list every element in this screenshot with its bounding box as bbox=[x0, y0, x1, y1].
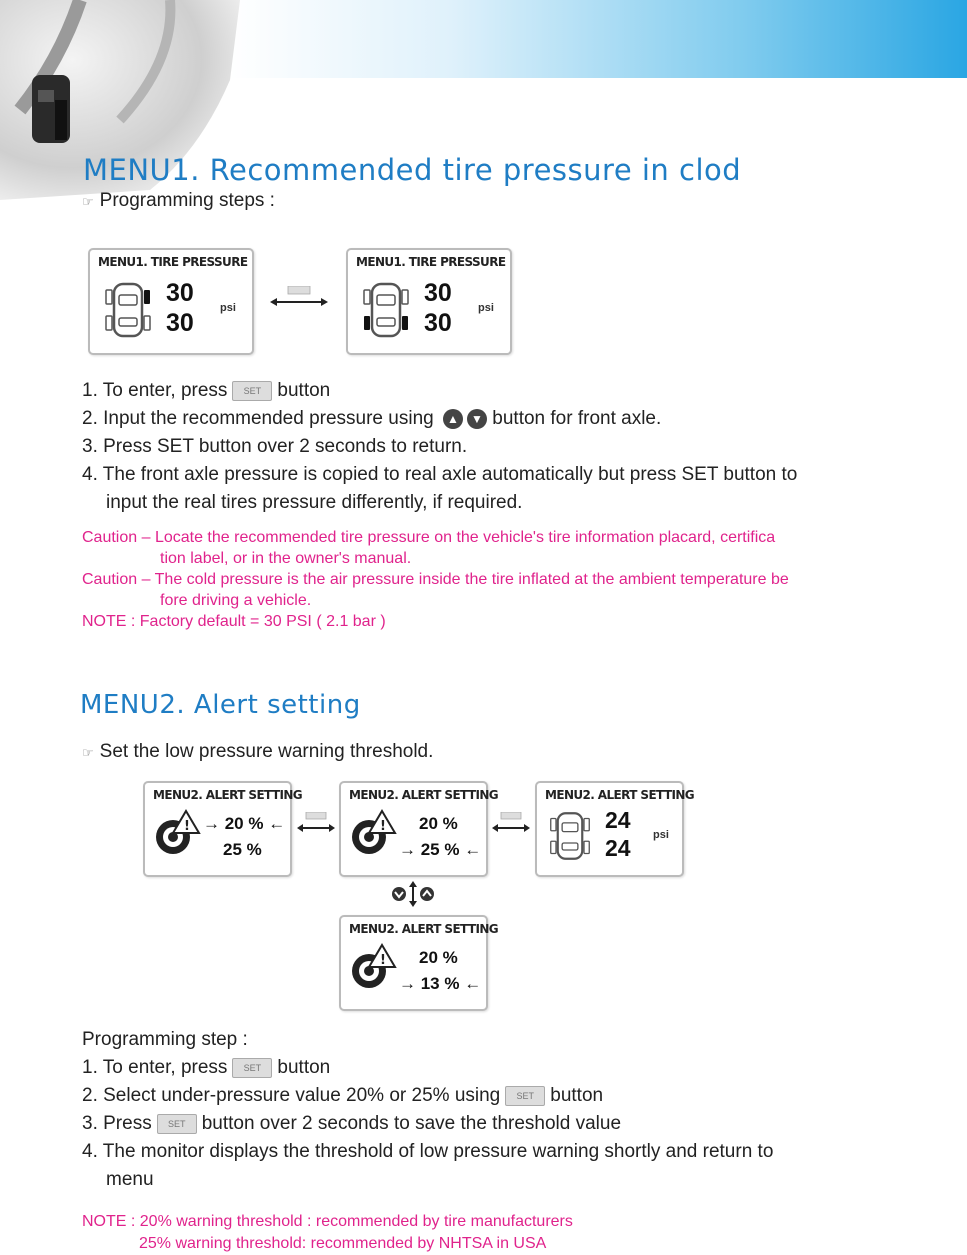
step-3: 3. Press SET button over 2 seconds to return. bbox=[82, 436, 468, 457]
menu2-subheading: ☞ Set the low pressure warning threshold. bbox=[82, 741, 434, 762]
panel-title: MENU1. TIRE PRESSURE bbox=[356, 255, 506, 269]
menu1-heading: MENU1. Recommended tire pressure in clod bbox=[83, 153, 742, 187]
menu2-heading: MENU2. Alert setting bbox=[80, 690, 361, 720]
rear-pressure-value: 30 bbox=[424, 309, 452, 337]
svg-text:!: ! bbox=[380, 819, 386, 834]
menu1-cautions bbox=[82, 527, 789, 632]
note-25: 25% warning threshold: recommended by NHTSA in USA bbox=[139, 1235, 547, 1252]
double-arrow-icon bbox=[268, 286, 330, 310]
menu1-panel-b bbox=[346, 248, 512, 355]
caution-1: Caution – Locate the recommended tire pressure on the vehicle's tire information placard, certifica bbox=[82, 529, 776, 546]
tire-alert-icon bbox=[349, 809, 397, 857]
unit-label: psi bbox=[653, 829, 669, 841]
up-down-buttons-icon bbox=[390, 880, 436, 908]
menu2-steps bbox=[82, 1026, 773, 1194]
caution-2-cont: fore driving a vehicle. bbox=[160, 592, 312, 609]
panel-title: MENU2. ALERT SETTING bbox=[153, 788, 303, 802]
caution-2: Caution – The cold pressure is the air pressure inside the tire inflated at the ambient temperature be bbox=[82, 571, 789, 588]
rear-pressure-value: 30 bbox=[166, 309, 194, 337]
svg-text:!: ! bbox=[184, 819, 190, 834]
note-20: NOTE : 20% warning threshold : recommended by tire manufacturers bbox=[82, 1213, 573, 1230]
threshold-line-1: 20 % bbox=[419, 948, 458, 967]
step-4b: input the real tires pressure differently, if required. bbox=[106, 492, 523, 513]
step-3: 3. Press SET button over 2 seconds to save the threshold value bbox=[82, 1113, 622, 1134]
front-pressure-value: 30 bbox=[424, 279, 452, 307]
panel-title: MENU2. ALERT SETTING bbox=[349, 788, 499, 802]
car-top-icon bbox=[104, 280, 152, 340]
threshold-line-2: → 13 % ← bbox=[399, 974, 482, 993]
panel-title: MENU2. ALERT SETTING bbox=[349, 922, 499, 936]
tire-alert-icon bbox=[349, 943, 397, 991]
menu2-panel-a bbox=[143, 781, 303, 877]
threshold-line-1: 20 % bbox=[419, 814, 458, 833]
header-banner bbox=[230, 0, 967, 78]
menu1-subheading: ☞ Programming steps : bbox=[82, 190, 275, 211]
tire-alert-icon bbox=[153, 809, 201, 857]
panel-title: MENU1. TIRE PRESSURE bbox=[98, 255, 248, 269]
caution-1-cont: tion label, or in the owner's manual. bbox=[160, 550, 412, 567]
set-button-icon: SET bbox=[157, 1114, 197, 1134]
step-4a: 4. The front axle pressure is copied to real axle automatically but press SET button to bbox=[82, 464, 798, 485]
step-4a: 4. The monitor displays the threshold of low pressure warning shortly and return to bbox=[82, 1141, 774, 1162]
double-arrow-icon bbox=[296, 812, 336, 836]
set-button-icon: SET bbox=[505, 1086, 545, 1106]
car-top-icon bbox=[549, 809, 591, 863]
steps-title: Programming step : bbox=[82, 1029, 248, 1050]
pointing-hand-icon: ☞ bbox=[82, 745, 94, 760]
set-button-icon: SET bbox=[232, 1058, 272, 1078]
step-2: 2. Select under-pressure value 20% or 25% using SET button bbox=[82, 1085, 604, 1106]
threshold-line-2: 25 % bbox=[223, 840, 262, 859]
menu2-panel-d bbox=[339, 915, 499, 1011]
menu1-steps bbox=[82, 377, 797, 517]
car-top-icon bbox=[362, 280, 410, 340]
panel-title: MENU2. ALERT SETTING bbox=[545, 788, 695, 802]
threshold-line-2: → 25 % ← bbox=[399, 840, 482, 859]
front-pressure-value: 24 bbox=[605, 807, 631, 833]
front-pressure-value: 30 bbox=[166, 279, 194, 307]
unit-label: psi bbox=[478, 302, 494, 314]
svg-text:!: ! bbox=[380, 953, 386, 968]
down-button-icon: ▼ bbox=[467, 409, 487, 429]
step-1: 1. To enter, press SET button bbox=[82, 380, 331, 401]
menu2-notes bbox=[82, 1211, 573, 1255]
threshold-line-1: → 20 % ← bbox=[203, 814, 286, 833]
menu2-panel-b bbox=[339, 781, 499, 877]
set-button-icon: SET bbox=[232, 381, 272, 401]
step-4b: menu bbox=[106, 1169, 154, 1190]
step-2: 2. Input the recommended pressure using ▲ ▼ button for front axle. bbox=[82, 408, 662, 429]
factory-default-note: NOTE : Factory default = 30 PSI ( 2.1 bar ) bbox=[82, 613, 386, 630]
menu2-panel-c bbox=[535, 781, 695, 877]
double-arrow-icon bbox=[491, 812, 531, 836]
unit-label: psi bbox=[220, 302, 236, 314]
menu1-panel-a bbox=[88, 248, 254, 355]
rear-pressure-value: 24 bbox=[605, 835, 631, 861]
step-1: 1. To enter, press SET button bbox=[82, 1057, 331, 1078]
pointing-hand-icon: ☞ bbox=[82, 194, 94, 209]
up-button-icon: ▲ bbox=[443, 409, 463, 429]
